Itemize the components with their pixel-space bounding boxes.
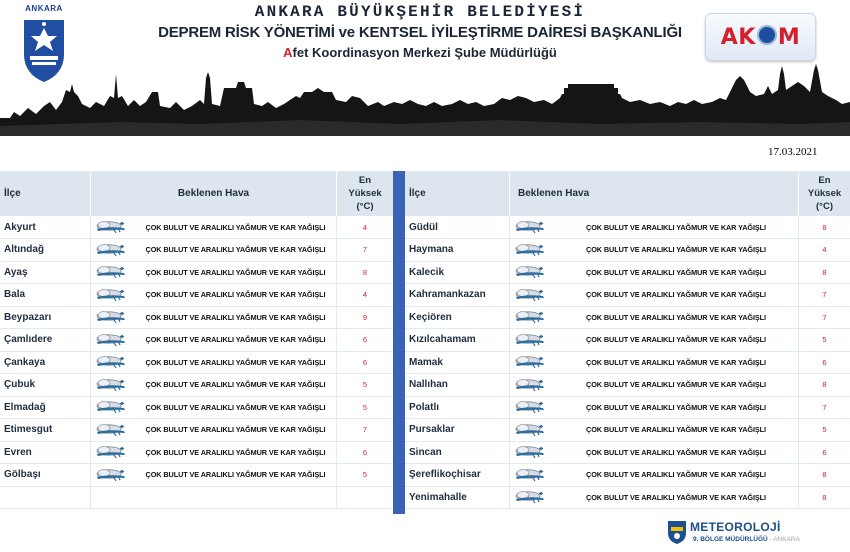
district-name: Kahramankazan (405, 284, 509, 307)
header-titles (140, 2, 700, 62)
table-row (0, 441, 393, 464)
branch-title-initial: A (283, 45, 293, 60)
max-temperature: 8 (799, 261, 850, 284)
max-temperature: 4 (337, 284, 393, 307)
left-forecast-table (0, 171, 393, 509)
cloud-rain-snow-icon (513, 265, 547, 279)
weather-icon-cell (510, 419, 554, 442)
weather-description: ÇOK BULUT VE ARALIKLI YAĞMUR VE KAR YAĞIŞLI (554, 486, 798, 509)
table-row (405, 216, 850, 239)
cloud-rain-snow-icon (94, 265, 128, 279)
cloud-rain-snow-icon (94, 243, 128, 257)
district-name: Etimesgut (0, 419, 90, 442)
table-row (0, 284, 393, 307)
weather-description: ÇOK BULUT VE ARALIKLI YAĞMUR VE KAR YAĞIŞLI (554, 284, 798, 307)
institution-title: ANKARA BÜYÜKŞEHİR BELEDİYESİ (254, 3, 586, 21)
weather-icon-cell (510, 239, 554, 262)
district-name: Çankaya (0, 351, 90, 374)
max-temperature: 8 (799, 486, 850, 509)
cloud-rain-snow-icon (94, 468, 128, 482)
ankara-skyline-image (0, 62, 850, 136)
weather-icon-cell (510, 284, 554, 307)
weather-description: ÇOK BULUT VE ARALIKLI YAĞMUR VE KAR YAĞIŞLI (554, 351, 798, 374)
district-name: Altındağ (0, 239, 90, 262)
table-row (0, 396, 393, 419)
weather-icon-cell (510, 464, 554, 487)
weather-description: ÇOK BULUT VE ARALIKLI YAĞMUR VE KAR YAĞIŞLI (554, 419, 798, 442)
weather-description: ÇOK BULUT VE ARALIKLI YAĞMUR VE KAR YAĞIŞLI (554, 216, 798, 239)
column-header-district: İlçe (409, 188, 426, 199)
district-name: Kalecik (405, 261, 509, 284)
meteoroloji-emblem-icon (666, 519, 688, 545)
empty-table-row (0, 486, 393, 509)
met-subtitle: 9. BÖLGE MÜDÜRLÜĞÜ - ANKARA (693, 536, 800, 543)
max-temperature: 7 (799, 284, 850, 307)
cloud-rain-snow-icon (94, 333, 128, 347)
district-name: Çubuk (0, 374, 90, 397)
table-row (0, 261, 393, 284)
branch-title (140, 44, 700, 62)
weather-description: ÇOK BULUT VE ARALIKLI YAĞMUR VE KAR YAĞIŞLI (135, 261, 336, 284)
district-name: Polatlı (405, 396, 509, 419)
weather-icon-cell (91, 374, 135, 397)
district-name: Bala (0, 284, 90, 307)
table-divider (393, 171, 405, 514)
max-temperature: 5 (337, 374, 393, 397)
max-temperature: 5 (337, 396, 393, 419)
cloud-rain-snow-icon (513, 468, 547, 482)
max-temperature: 5 (337, 464, 393, 487)
max-temperature: 8 (799, 216, 850, 239)
cloud-rain-snow-icon (94, 445, 128, 459)
cloud-rain-snow-icon (94, 288, 128, 302)
weather-description: ÇOK BULUT VE ARALIKLI YAĞMUR VE KAR YAĞIŞLI (135, 284, 336, 307)
page-header (0, 0, 850, 158)
weather-description: ÇOK BULUT VE ARALIKLI YAĞMUR VE KAR YAĞIŞLI (135, 374, 336, 397)
cloud-rain-snow-icon (513, 243, 547, 257)
weather-description: ÇOK BULUT VE ARALIKLI YAĞMUR VE KAR YAĞIŞLI (135, 239, 336, 262)
weather-description: ÇOK BULUT VE ARALIKLI YAĞMUR VE KAR YAĞIŞLI (554, 464, 798, 487)
max-temperature: 8 (799, 374, 850, 397)
max-temperature: 6 (337, 351, 393, 374)
met-name: METEOROLOJİ (690, 520, 781, 534)
cloud-rain-snow-icon (94, 400, 128, 414)
weather-description: ÇOK BULUT VE ARALIKLI YAĞMUR VE KAR YAĞIŞLI (135, 441, 336, 464)
district-name: Akyurt (0, 216, 90, 239)
cloud-rain-snow-icon (513, 288, 547, 302)
table-row (405, 261, 850, 284)
cloud-rain-snow-icon (513, 220, 547, 234)
weather-icon-cell (510, 374, 554, 397)
cloud-rain-snow-icon (513, 333, 547, 347)
table-row (0, 351, 393, 374)
table-row (405, 306, 850, 329)
akom-emblem-icon (757, 25, 777, 45)
akom-right-text: M (777, 24, 801, 50)
column-header-district: İlçe (4, 188, 21, 199)
table-row (405, 329, 850, 352)
weather-description: ÇOK BULUT VE ARALIKLI YAĞMUR VE KAR YAĞIŞLI (554, 441, 798, 464)
cloud-rain-snow-icon (513, 310, 547, 324)
weather-icon-cell (91, 239, 135, 262)
weather-description: ÇOK BULUT VE ARALIKLI YAĞMUR VE KAR YAĞIŞLI (554, 374, 798, 397)
max-temperature: 5 (799, 419, 850, 442)
department-title: DEPREM RİSK YÖNETİMİ ve KENTSEL İYİLEŞTİRME DAİRESİ BAŞKANLIĞI (158, 24, 682, 41)
weather-icon-cell (91, 216, 135, 239)
weather-icon-cell (91, 306, 135, 329)
district-name: Evren (0, 441, 90, 464)
right-forecast-table (405, 171, 850, 509)
table-row (0, 464, 393, 487)
max-temperature: 7 (337, 419, 393, 442)
cloud-rain-snow-icon (513, 400, 547, 414)
district-name: Mamak (405, 351, 509, 374)
cloud-rain-snow-icon (513, 423, 547, 437)
weather-icon-cell (510, 351, 554, 374)
table-row (405, 374, 850, 397)
max-temperature: 6 (799, 351, 850, 374)
weather-description: ÇOK BULUT VE ARALIKLI YAĞMUR VE KAR YAĞIŞLI (135, 216, 336, 239)
weather-description: ÇOK BULUT VE ARALIKLI YAĞMUR VE KAR YAĞIŞLI (135, 419, 336, 442)
district-name: Yenimahalle (405, 486, 509, 509)
district-name: Keçiören (405, 306, 509, 329)
table-row (405, 419, 850, 442)
weather-description: ÇOK BULUT VE ARALIKLI YAĞMUR VE KAR YAĞIŞLI (135, 464, 336, 487)
table-header-row (0, 171, 393, 216)
table-row (405, 239, 850, 262)
cloud-rain-snow-icon (513, 378, 547, 392)
district-name: Elmadağ (0, 396, 90, 419)
table-row (405, 486, 850, 509)
weather-description: ÇOK BULUT VE ARALIKLI YAĞMUR VE KAR YAĞIŞLI (135, 396, 336, 419)
meteoroloji-logo (666, 517, 846, 547)
max-temperature: 7 (799, 396, 850, 419)
akom-left-text: AK (720, 24, 756, 50)
weather-icon-cell (91, 351, 135, 374)
weather-description: ÇOK BULUT VE ARALIKLI YAĞMUR VE KAR YAĞIŞLI (554, 306, 798, 329)
table-row (405, 396, 850, 419)
weather-icon-cell (510, 329, 554, 352)
max-temperature: 4 (337, 216, 393, 239)
table-row (405, 441, 850, 464)
report-date: 17.03.2021 (768, 146, 818, 158)
table-row (405, 351, 850, 374)
weather-description: ÇOK BULUT VE ARALIKLI YAĞMUR VE KAR YAĞIŞLI (554, 396, 798, 419)
district-name: Beypazarı (0, 306, 90, 329)
weather-icon-cell (510, 441, 554, 464)
district-name: Pursaklar (405, 419, 509, 442)
table-row (0, 216, 393, 239)
max-temperature: 6 (337, 329, 393, 352)
weather-icon-cell (510, 396, 554, 419)
weather-icon-cell (510, 261, 554, 284)
max-temperature: 8 (337, 261, 393, 284)
logo-text: ANKARA (25, 4, 63, 13)
district-name: Nallıhan (405, 374, 509, 397)
district-name: Sincan (405, 441, 509, 464)
table-row (0, 419, 393, 442)
weather-icon-cell (91, 284, 135, 307)
weather-icon-cell (91, 261, 135, 284)
max-temperature: 8 (799, 464, 850, 487)
district-name: Güdül (405, 216, 509, 239)
cloud-rain-snow-icon (94, 355, 128, 369)
max-temperature: 7 (799, 306, 850, 329)
district-name: Çamlıdere (0, 329, 90, 352)
cloud-rain-snow-icon (94, 423, 128, 437)
weather-icon-cell (91, 329, 135, 352)
max-temperature: 9 (337, 306, 393, 329)
weather-icon-cell (91, 396, 135, 419)
max-temperature: 4 (799, 239, 850, 262)
district-name: Kızılcahamam (405, 329, 509, 352)
weather-icon-cell (91, 419, 135, 442)
akom-logo (705, 13, 816, 61)
district-name: Haymana (405, 239, 509, 262)
column-header-weather: Beklenen Hava (177, 188, 250, 199)
weather-description: ÇOK BULUT VE ARALIKLI YAĞMUR VE KAR YAĞIŞLI (135, 306, 336, 329)
weather-icon-cell (510, 216, 554, 239)
table-row (0, 239, 393, 262)
table-row (405, 284, 850, 307)
cloud-rain-snow-icon (513, 445, 547, 459)
cloud-rain-snow-icon (513, 355, 547, 369)
weather-description: ÇOK BULUT VE ARALIKLI YAĞMUR VE KAR YAĞIŞLI (135, 329, 336, 352)
district-name: Gölbaşı (0, 464, 90, 487)
max-temperature: 6 (337, 441, 393, 464)
weather-description: ÇOK BULUT VE ARALIKLI YAĞMUR VE KAR YAĞIŞLI (554, 239, 798, 262)
column-header-weather: Beklenen Hava (518, 188, 590, 199)
weather-icon-cell (91, 441, 135, 464)
table-row (405, 464, 850, 487)
max-temperature: 7 (337, 239, 393, 262)
table-header-row (405, 171, 850, 216)
cloud-rain-snow-icon (94, 378, 128, 392)
max-temperature: 5 (799, 329, 850, 352)
branch-title-rest: fet Koordinasyon Merkezi Şube Müdürlüğü (292, 45, 557, 60)
table-row (0, 306, 393, 329)
column-header-max-temp: En Yüksek (°C) (348, 175, 382, 212)
district-name: Şereflikoçhisar (405, 464, 509, 487)
table-row (0, 329, 393, 352)
weather-description: ÇOK BULUT VE ARALIKLI YAĞMUR VE KAR YAĞIŞLI (135, 351, 336, 374)
table-row (0, 374, 393, 397)
weather-icon-cell (510, 486, 554, 509)
weather-description: ÇOK BULUT VE ARALIKLI YAĞMUR VE KAR YAĞIŞLI (554, 329, 798, 352)
district-name: Ayaş (0, 261, 90, 284)
column-header-max-temp: En Yüksek (°C) (807, 175, 842, 212)
weather-icon-cell (510, 306, 554, 329)
weather-description: ÇOK BULUT VE ARALIKLI YAĞMUR VE KAR YAĞIŞLI (554, 261, 798, 284)
cloud-rain-snow-icon (94, 220, 128, 234)
cloud-rain-snow-icon (94, 310, 128, 324)
weather-icon-cell (91, 464, 135, 487)
cloud-rain-snow-icon (513, 490, 547, 504)
max-temperature: 6 (799, 441, 850, 464)
